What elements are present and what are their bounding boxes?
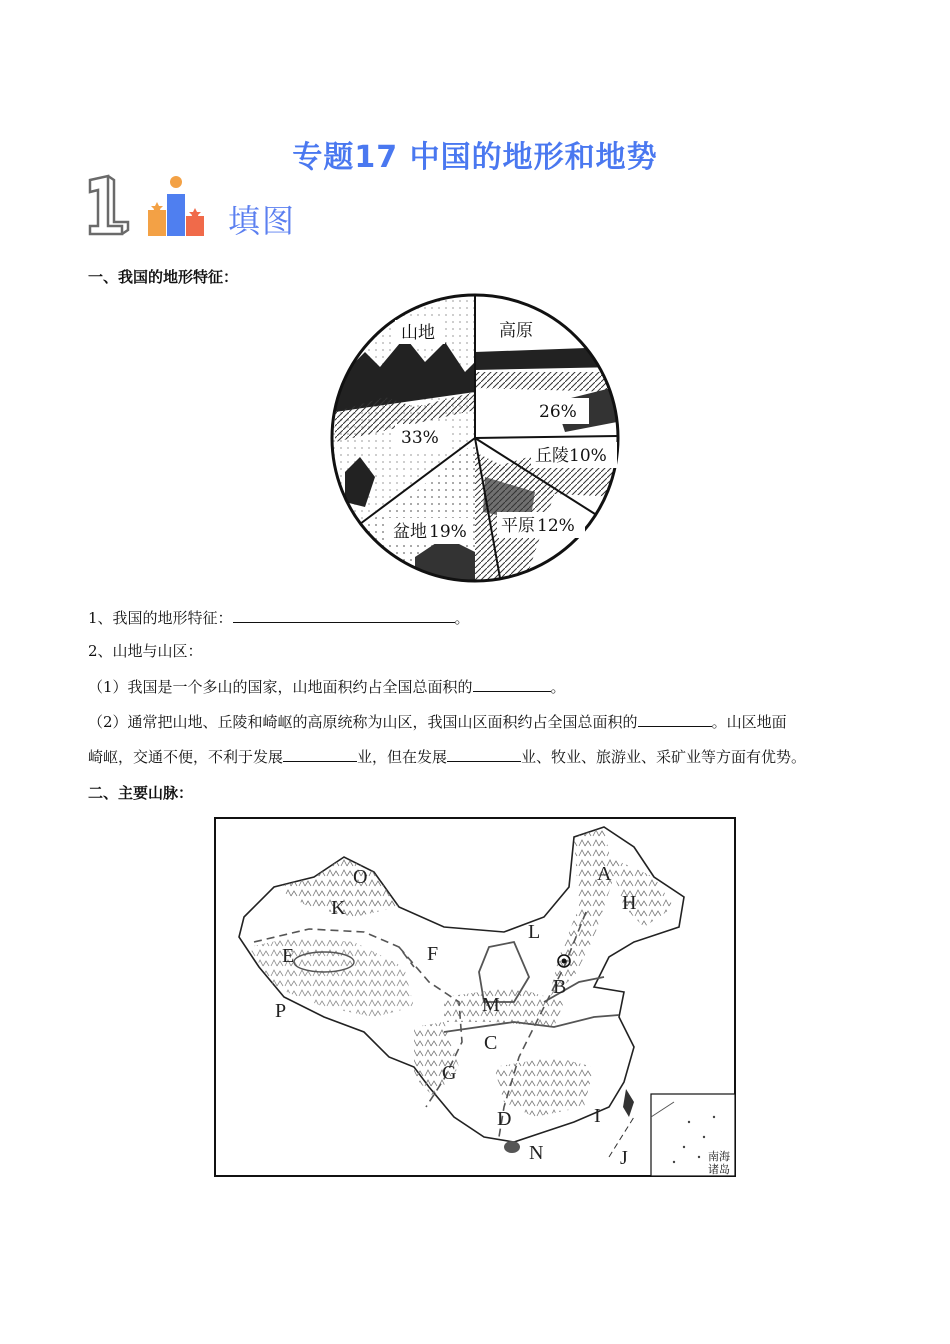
- map-label-j: J: [620, 1147, 628, 1169]
- map-label-k: K: [331, 897, 346, 919]
- pie-label-mountain: 山地: [401, 323, 435, 343]
- question-1-text: 1、我国的地形特征：: [88, 609, 233, 627]
- number-one-icon: [90, 176, 128, 234]
- question-2-2-line-2: [88, 746, 888, 767]
- answer-blank[interactable]: [283, 746, 357, 762]
- question-2-2-text-c: 业、牧业、旅游业、采矿业等方面有优势。: [521, 748, 807, 766]
- map-label-m: M: [482, 994, 500, 1016]
- plateau-sketch: [475, 347, 617, 370]
- question-2-2-text: （2）通常把山地、丘陵和崎岖的高原统称为山区，我国山区面积约占全国总面积的: [88, 713, 638, 731]
- map-label-p: P: [275, 1000, 287, 1022]
- question-2-2-text-a: 崎岖，交通不便，不利于发展: [88, 748, 284, 766]
- pie-value-plain: 12%: [537, 516, 575, 536]
- section-banner-label: 填图: [228, 202, 297, 240]
- pie-value-basin: 19%: [429, 522, 467, 542]
- pie-label-basin: 盆地: [393, 522, 427, 542]
- pie-value-hill: 10%: [569, 446, 607, 466]
- map-label-d: D: [497, 1108, 512, 1130]
- question-2-1-text: （1）我国是一个多山的国家，山地面积约占全国总面积的: [88, 678, 473, 696]
- inset-caption-1: 南海: [708, 1150, 730, 1163]
- map-label-i: I: [594, 1105, 601, 1127]
- pie-label-plateau: 高原: [499, 321, 533, 341]
- question-2-1-end: 。: [550, 678, 566, 696]
- podium-icon: [148, 176, 204, 236]
- pie-label-hill: 丘陵: [535, 446, 569, 466]
- answer-blank[interactable]: [447, 746, 521, 762]
- question-2-2-tail: 。山区地面: [711, 713, 787, 731]
- map-label-c: C: [484, 1032, 498, 1054]
- question-2-1: [88, 676, 888, 697]
- page-title: 专题17 中国的地形和地势: [292, 140, 658, 175]
- map-label-o: O: [353, 866, 368, 888]
- map-label-g: G: [442, 1062, 457, 1084]
- answer-blank[interactable]: [638, 711, 712, 727]
- pie-value-plateau: 26%: [539, 402, 577, 422]
- section-2-heading: 二、主要山脉：: [88, 784, 194, 802]
- map-label-e: E: [282, 945, 295, 967]
- answer-blank[interactable]: [233, 607, 455, 623]
- map-label-l: L: [528, 921, 541, 943]
- map-label-n: N: [529, 1142, 544, 1164]
- inset-caption-2: 诸岛: [708, 1163, 730, 1176]
- section-1-heading: 一、我国的地形特征：: [88, 268, 239, 286]
- question-2: 2、山地与山区：: [88, 642, 203, 660]
- terrain-pie-illustration: [325, 292, 625, 590]
- question-1: [88, 607, 888, 628]
- china-mountains-map: [214, 817, 736, 1177]
- map-label-h: H: [622, 892, 637, 914]
- question-2-2-text-b: 业，但在发展: [357, 748, 448, 766]
- answer-blank[interactable]: [473, 676, 551, 692]
- map-label-f: F: [427, 943, 439, 965]
- map-label-a: A: [597, 863, 612, 885]
- pie-value-mountain: 33%: [401, 428, 439, 448]
- question-1-end: 。: [454, 609, 470, 627]
- map-label-b: B: [553, 976, 567, 998]
- pie-label-plain: 平原: [501, 516, 535, 536]
- question-2-2-line-1: [88, 711, 888, 732]
